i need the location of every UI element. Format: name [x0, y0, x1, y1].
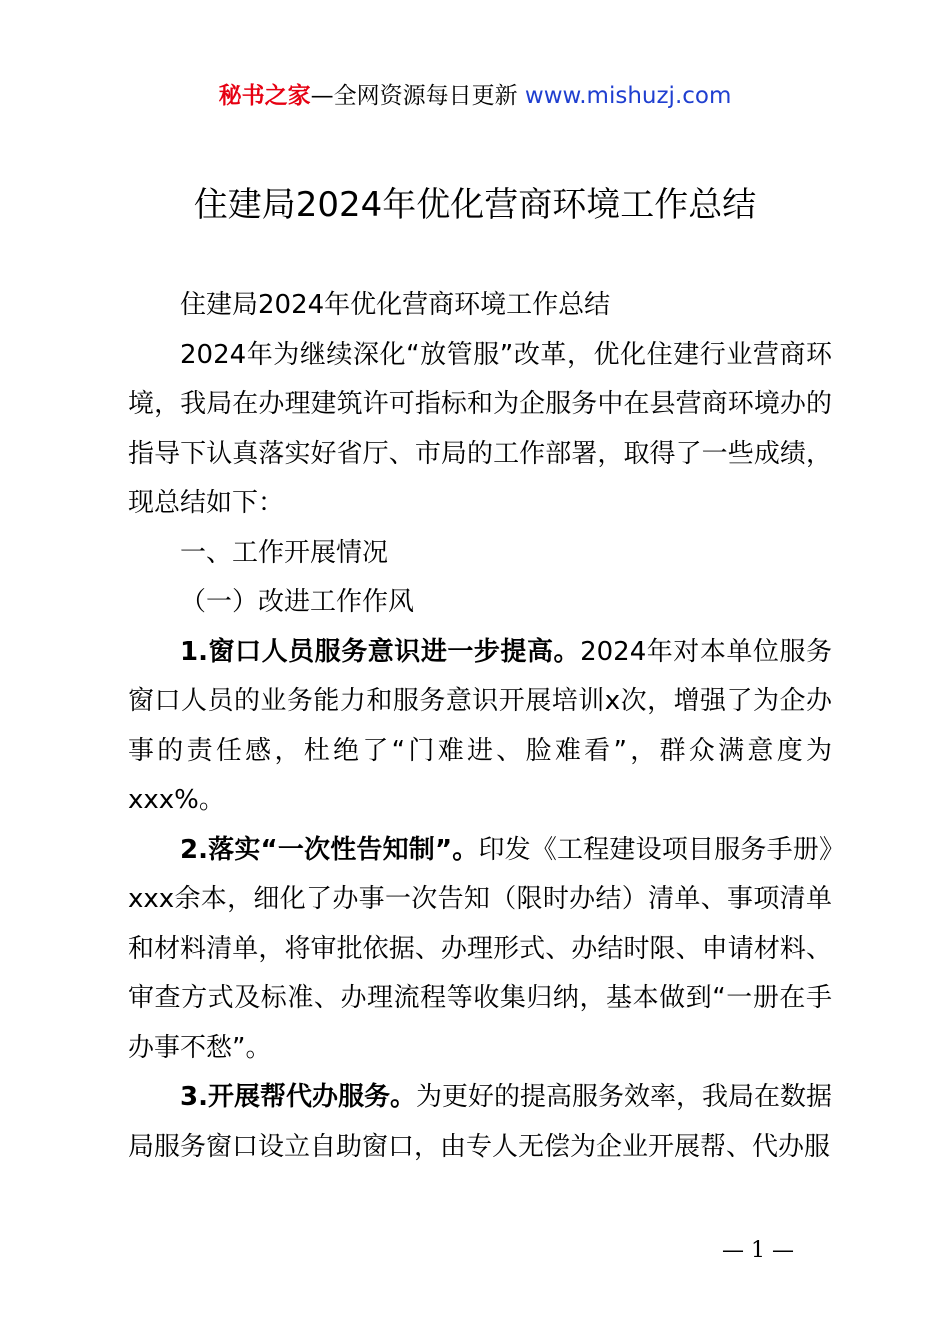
paragraph-intro: 2024年为继续深化“放管服”改革，优化住建行业营商环境，我局在办理建筑许可指标和为企服务中在县营商环境办的指导下认真落实好省厅、市局的工作部署，取得了一些成绩，现总结如下： — [128, 339, 832, 518]
section-heading: 一、工作开展情况 — [180, 537, 389, 568]
paragraph-item-3 — [128, 1073, 832, 1172]
site-banner — [0, 80, 950, 112]
paragraph-item-1 — [128, 628, 832, 826]
document-title: 住建局2024年优化营商环境工作总结 — [193, 185, 757, 225]
page-number: — 1 — — [722, 1238, 794, 1263]
paragraph-item-2 — [128, 826, 832, 1074]
site-url-link[interactable]: www.mishuzj.com — [524, 83, 732, 109]
item-1-lead: 1.窗口人员服务意识进一步提高。 — [180, 636, 581, 667]
document-body — [128, 281, 832, 1172]
item-2-body: 印发《工程建设项目服务手册》xxx余本，细化了办事一次告知（限时办结）清单、事项清单和材料清单，将审批依据、办理形式、办结时限、申请材料、审查方式及标准、办理流程等收集归纳，基本做到“一册在手办事不愁”。 — [128, 834, 832, 1063]
site-brand: 秘书之家 — [218, 83, 311, 109]
site-tagline: —全网资源每日更新 — [310, 83, 525, 109]
paragraph-subtitle: 住建局2024年优化营商环境工作总结 — [180, 290, 611, 320]
item-2-lead: 2.落实“一次性告知制”。 — [180, 834, 479, 865]
item-1-body: 2024年对本单位服务窗口人员的业务能力和服务意识开展培训x次，增强了为企办事的责任感，杜绝了“门难进、脸难看”，群众满意度为xxx%。 — [128, 636, 833, 815]
subsection-heading: （一）改进工作作风 — [180, 587, 415, 617]
item-3-body: 为更好的提高服务效率，我局在数据局服务窗口设立自助窗口，由专人无偿为企业开展帮、代办服 — [128, 1082, 832, 1162]
item-3-lead: 3.开展帮代办服务。 — [180, 1082, 416, 1112]
